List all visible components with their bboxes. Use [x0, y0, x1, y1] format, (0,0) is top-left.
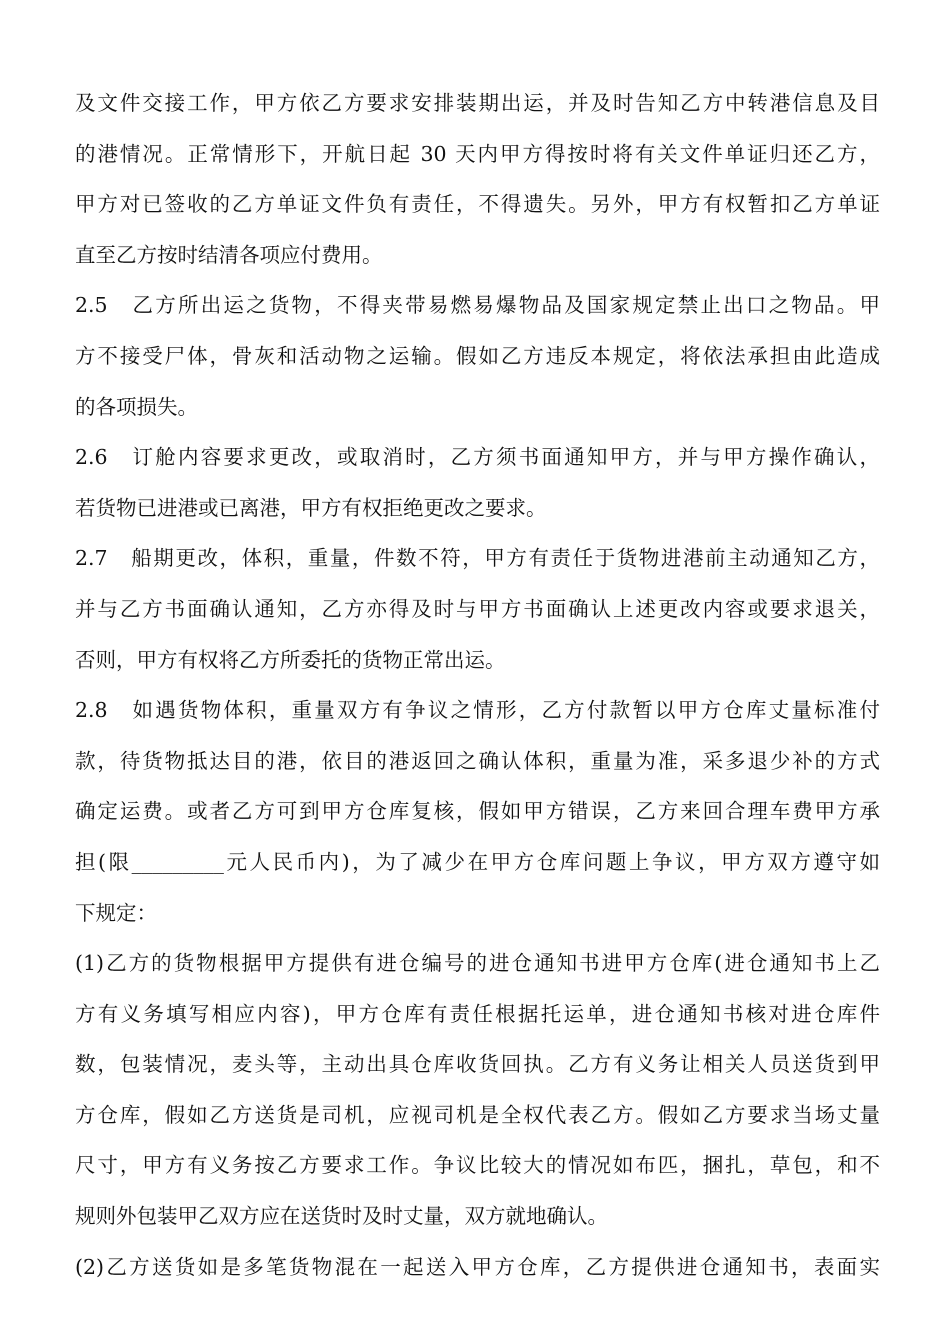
text-line: 2.5 乙方所出运之货物，不得夹带易燃易爆物品及国家规定禁止出口之物品。甲 — [75, 293, 880, 318]
text-line: 数，包装情况，麦头等，主动出具仓库收货回执。乙方有义务让相关人员送货到甲 — [75, 1052, 880, 1077]
text-line: 及文件交接工作，甲方依乙方要求安排装期出运，并及时告知乙方中转港信息及目 — [75, 91, 880, 115]
text-line: (1)乙方的货物根据甲方提供有进仓编号的进仓通知书进甲方仓库(进仓通知书上乙 — [75, 951, 880, 976]
text-line: 并与乙方书面确认通知，乙方亦得及时与甲方书面确认上述更改内容或要求退关， — [75, 596, 880, 621]
text-line: 方不接受尸体，骨灰和活动物之运输。假如乙方违反本规定，将依法承担由此造成 — [75, 343, 880, 368]
text-line: 款，待货物抵达目的港，依目的港返回之确认体积，重量为准，采多退少补的方式 — [75, 748, 880, 773]
text-line: 2.6 订舱内容要求更改，或取消时，乙方须书面通知甲方，并与甲方操作确认， — [75, 445, 880, 470]
text-line: 的各项损失。 — [75, 394, 198, 419]
text-line: 确定运费。或者乙方可到甲方仓库复核，假如甲方错误，乙方来回合理车费甲方承 — [75, 799, 880, 824]
text-line: 否则，甲方有权将乙方所委托的货物正常出运。 — [75, 647, 506, 672]
text-line: 方仓库，假如乙方送货是司机，应视司机是全权代表乙方。假如乙方要求当场丈量 — [75, 1102, 880, 1127]
text-line: 甲方对已签收的乙方单证文件负有责任，不得遗失。另外，甲方有权暂扣乙方单证 — [75, 192, 880, 217]
text-line: 若货物已进港或已离港，甲方有权拒绝更改之要求。 — [75, 495, 547, 520]
text-line: 下规定： — [75, 900, 157, 925]
text-line: (2)乙方送货如是多笔货物混在一起送入甲方仓库，乙方提供进仓通知书，表面实 — [75, 1254, 880, 1279]
text-line: 的港情况。正常情形下，开航日起 30 天内甲方得按时将有关文件单证归还乙方， — [75, 141, 880, 166]
text-line: 直至乙方按时结清各项应付费用。 — [75, 242, 383, 267]
text-line: 尺寸，甲方有义务按乙方要求工作。争议比较大的情况如布匹，捆扎，草包，和不 — [75, 1153, 880, 1178]
text-line: 规则外包装甲乙双方应在送货时及时丈量，双方就地确认。 — [75, 1204, 608, 1229]
text-line: 2.8 如遇货物体积，重量双方有争议之情形，乙方付款暂以甲方仓库丈量标准付 — [75, 698, 880, 723]
text-line: 2.7 船期更改，体积，重量，件数不符，甲方有责任于货物进港前主动通知乙方， — [75, 546, 880, 571]
text-line: 方有义务填写相应内容)，甲方仓库有责任根据托运单，进仓通知书核对进仓库件 — [75, 1001, 880, 1026]
text-line: 担(限_________元人民币内)，为了减少在甲方仓库问题上争议，甲方双方遵守如 — [75, 849, 880, 874]
document-body — [75, 78, 880, 1292]
